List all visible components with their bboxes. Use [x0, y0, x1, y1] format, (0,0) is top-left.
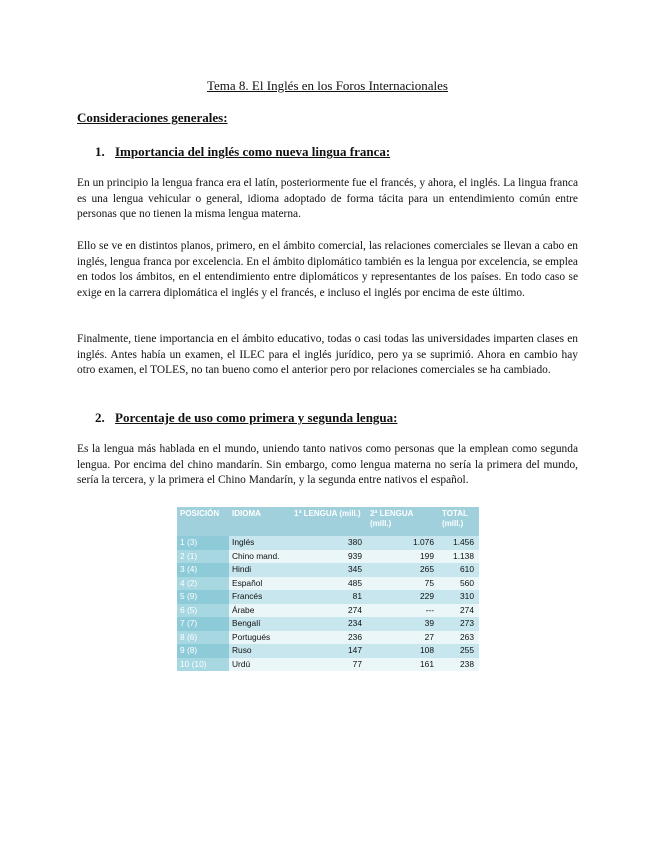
cell-position: 5 (9)	[177, 590, 229, 604]
table-row	[177, 631, 479, 645]
paragraph-lingua-franca: En un principio la lengua franca era el latín, posteriormente fue el francés, y ahora, el inglés. La lingua franca es una lengua vehicular o general, idioma adoptado de forma tácita para un entendimiento común entre personas que no tienen la misma lengua materna.	[77, 177, 578, 221]
cell-second-language: 108	[367, 644, 439, 658]
table-body	[177, 536, 479, 671]
item-heading-2	[95, 410, 397, 426]
table-row	[177, 658, 479, 672]
table-row	[177, 577, 479, 591]
cell-position: 1 (3)	[177, 536, 229, 550]
cell-language: Inglés	[229, 536, 291, 550]
paragraph-educativo: Finalmente, tiene importancia en el ámbito educativo, todas o casi todas las universidades imparten clases en inglés. Antes había un examen, el ILEC para el inglés jurídico, pero ya se suprimió. Ahora en cambio hay otro examen, el TOLES, no tan bueno como el anterior pero por relaciones comerciales se ha cambiado.	[77, 333, 578, 377]
cell-second-language: 199	[367, 550, 439, 564]
cell-second-language: 1.076	[367, 536, 439, 550]
cell-total: 310	[439, 590, 479, 604]
language-table	[177, 507, 479, 671]
cell-second-language: 265	[367, 563, 439, 577]
cell-language: Bengalí	[229, 617, 291, 631]
item-heading-text: Porcentaje de uso como primera y segunda lengua:	[115, 410, 398, 425]
table-row	[177, 590, 479, 604]
cell-language: Ruso	[229, 644, 291, 658]
cell-first-language: 345	[291, 563, 367, 577]
table-row	[177, 563, 479, 577]
cell-second-language: 39	[367, 617, 439, 631]
cell-language: Hindi	[229, 563, 291, 577]
cell-position: 7 (7)	[177, 617, 229, 631]
cell-total: 263	[439, 631, 479, 645]
table-row	[177, 617, 479, 631]
cell-first-language: 380	[291, 536, 367, 550]
table-row	[177, 644, 479, 658]
cell-position: 9 (8)	[177, 644, 229, 658]
item-number: 1.	[95, 144, 105, 159]
cell-first-language: 236	[291, 631, 367, 645]
cell-first-language: 77	[291, 658, 367, 672]
header-total: TOTAL (mill.)	[439, 507, 479, 536]
cell-language: Árabe	[229, 604, 291, 618]
item-heading-1	[95, 144, 390, 160]
cell-total: 274	[439, 604, 479, 618]
cell-language: Urdú	[229, 658, 291, 672]
cell-second-language: 161	[367, 658, 439, 672]
table-row	[177, 536, 479, 550]
cell-second-language: 27	[367, 631, 439, 645]
cell-first-language: 234	[291, 617, 367, 631]
table-row	[177, 550, 479, 564]
table-header-row	[177, 507, 479, 536]
cell-total: 610	[439, 563, 479, 577]
header-position: POSICIÓN	[177, 507, 229, 536]
cell-language: Portugués	[229, 631, 291, 645]
cell-second-language: ---	[367, 604, 439, 618]
cell-first-language: 147	[291, 644, 367, 658]
item-number: 2.	[95, 410, 105, 425]
paragraph-planos: Ello se ve en distintos planos, primero, en el ámbito comercial, las relaciones comerciales se llevan a cabo en inglés, lengua franca por excelencia. En el ámbito diplomático también es la lengua por excelencia, se emplea en todos los ámbitos, en el entendimiento entre diplomáticos y representantes de los países. En todo caso se exige en la carrera diplomática el inglés y el francés, e incluso el inglés por encima de este último.	[77, 240, 578, 299]
paragraph-uso: Es la lengua más hablada en el mundo, uniendo tanto nativos como personas que la emplean como segunda lengua. Por encima del chino mandarín. Sin embargo, como lengua materna no sería la primera del mundo, sería la tercera, y la primera el Chino Mandarín, y la segunda entre nativos el español.	[77, 443, 578, 487]
cell-total: 255	[439, 644, 479, 658]
cell-first-language: 485	[291, 577, 367, 591]
document-title: Tema 8. El Inglés en los Foros Internacionales	[207, 78, 448, 93]
table-row	[177, 604, 479, 618]
cell-first-language: 274	[291, 604, 367, 618]
cell-language: Español	[229, 577, 291, 591]
cell-first-language: 81	[291, 590, 367, 604]
cell-position: 8 (6)	[177, 631, 229, 645]
item-heading-text: Importancia del inglés como nueva lingua franca:	[115, 144, 391, 159]
cell-total: 560	[439, 577, 479, 591]
cell-position: 10 (10)	[177, 658, 229, 672]
cell-language: Chino mand.	[229, 550, 291, 564]
cell-second-language: 75	[367, 577, 439, 591]
cell-position: 2 (1)	[177, 550, 229, 564]
cell-position: 3 (4)	[177, 563, 229, 577]
header-second-language: 2ª LENGUA (mill.)	[367, 507, 439, 536]
cell-total: 273	[439, 617, 479, 631]
cell-total: 1.456	[439, 536, 479, 550]
section-heading: Consideraciones generales:	[77, 110, 228, 125]
header-language: IDIOMA	[229, 507, 291, 536]
cell-second-language: 229	[367, 590, 439, 604]
cell-position: 4 (2)	[177, 577, 229, 591]
cell-language: Francés	[229, 590, 291, 604]
header-first-language: 1ª LENGUA (mill.)	[291, 507, 367, 536]
cell-position: 6 (5)	[177, 604, 229, 618]
cell-first-language: 939	[291, 550, 367, 564]
cell-total: 238	[439, 658, 479, 672]
cell-total: 1.138	[439, 550, 479, 564]
